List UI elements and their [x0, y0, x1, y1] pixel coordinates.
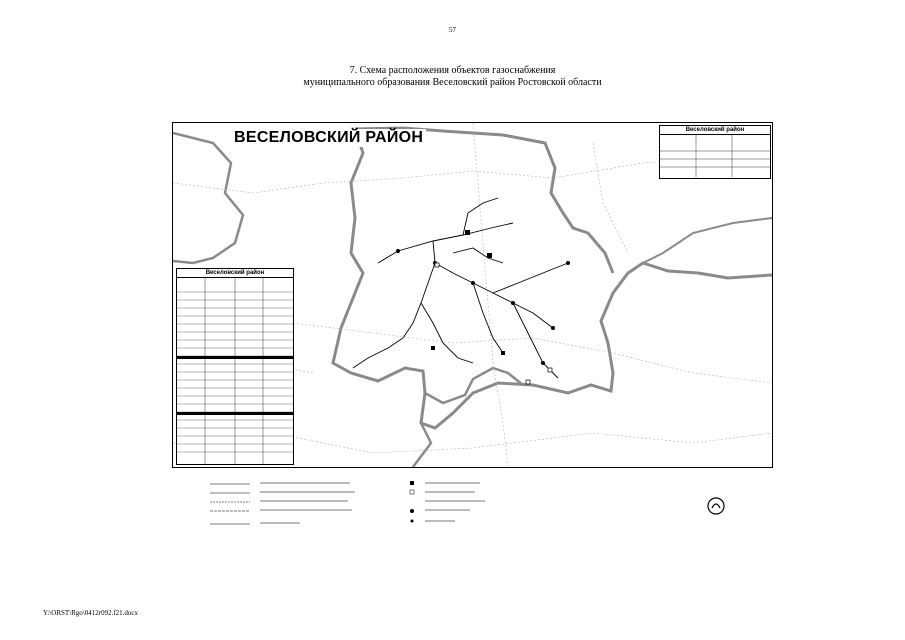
legend-table-title: Веселовский район — [660, 126, 770, 135]
file-path-footer: Y:\ORST\Rgo\0412r092.f21.docx — [43, 609, 139, 617]
legend-table-grid — [660, 135, 770, 177]
facility-markers — [396, 230, 570, 365]
company-emblem-icon — [706, 496, 726, 516]
objects-table — [176, 268, 294, 465]
district-boundary-east — [643, 218, 772, 263]
objects-table-rows — [177, 292, 293, 452]
legend-symbols — [210, 478, 770, 538]
page-title — [0, 65, 905, 89]
title-line-1: 7. Схема расположения объектов газоснабжения — [349, 65, 556, 76]
objects-table-title: Веселовский район — [177, 269, 293, 278]
open-markers — [435, 263, 552, 384]
title-line-2: муниципального образования Веселовский район Ростовской области — [303, 77, 602, 88]
district-title: ВЕСЕЛОВСКИЙ РАЙОН — [231, 129, 426, 147]
section-divider — [177, 356, 293, 359]
district-boundary-north — [355, 128, 613, 273]
district-boundary-west — [173, 133, 243, 263]
gas-pipelines — [353, 198, 568, 378]
map-legend — [210, 478, 770, 538]
legend-table — [659, 125, 771, 179]
page-number: 57 — [449, 26, 456, 34]
legend-point-symbols — [410, 481, 414, 523]
objects-table-grid — [177, 278, 293, 464]
section-divider — [177, 412, 293, 415]
gas-supply-map — [172, 122, 773, 468]
legend-captions — [260, 482, 485, 524]
